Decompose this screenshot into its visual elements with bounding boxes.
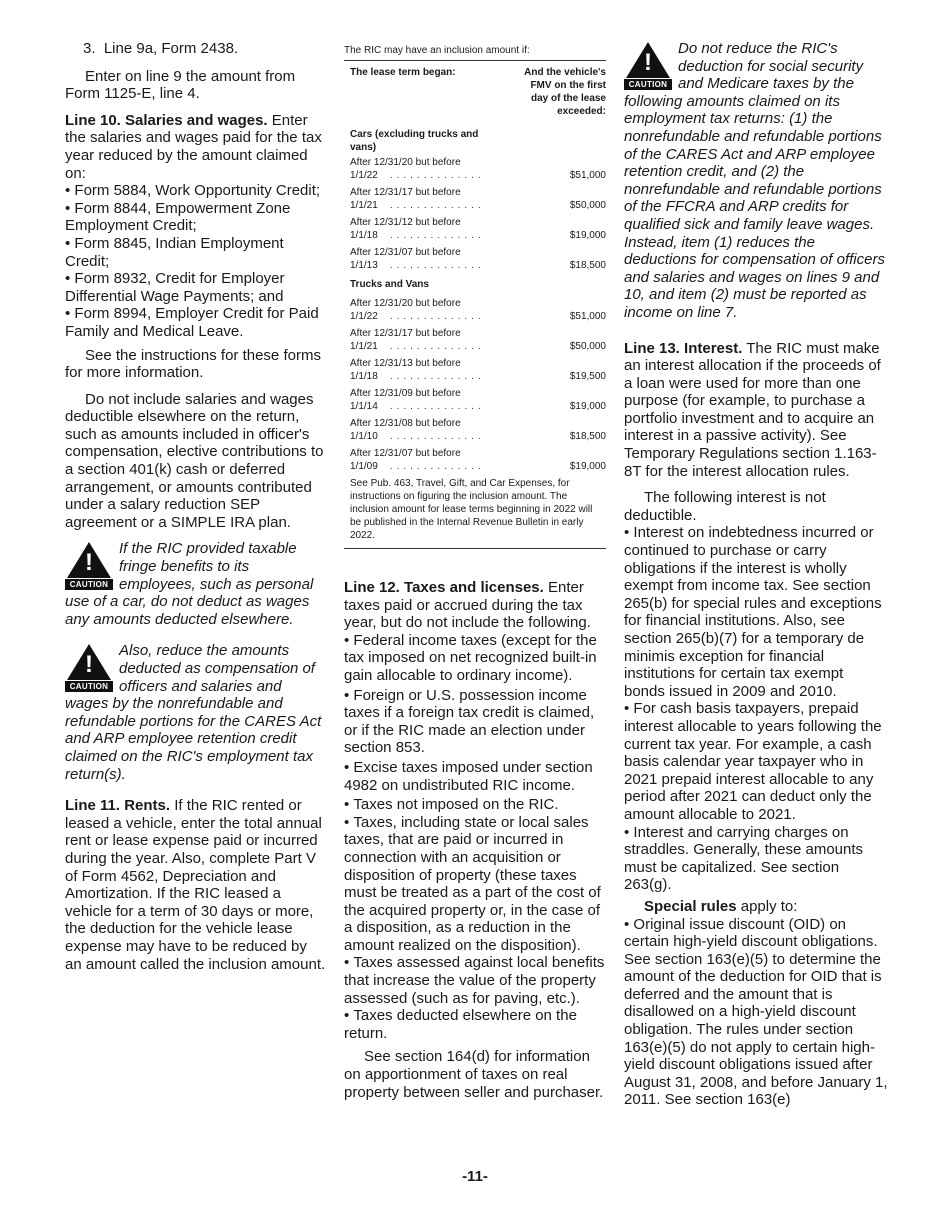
list-item: • Form 8994, Employer Credit for Paid Family and Medical Leave. [65, 305, 327, 340]
table-cell-amount: $19,500 [569, 371, 606, 382]
line13-text: The RIC must make an interest allocation if the proceeds of a loan were used for more than one purpose (for example, to purchase a portfolio investment and to acquire an interest in a passive activity). See Temporary Regulations section 1.163-8T for the interest allocation rules. [624, 339, 881, 480]
paragraph-following-interest: The following interest is not deductible. [624, 489, 826, 524]
table-cell-period-start: After 12/31/17 but before [350, 328, 461, 339]
caution-text: Also, reduce the amounts deducted as compensation of officers and salaries and wages by the nonrefundable and refundable portions for the CARES Act and ARP employee retention credit claimed on the RIC's employment tax return(s). [65, 642, 322, 783]
list-item: • Foreign or U.S. possession income taxes if a foreign tax credit is claimed, or if the RIC made an election under section 853. [344, 687, 606, 757]
paragraph-do-not-include: Do not include salaries and wages deductible elsewhere on the return, such as amounts included in officer's compensation, elective contributions to a section 401(k) cash or deferred arrangement, or amounts contributed under a salary reduction SEP agreement or a SIMPLE IRA plan. [65, 390, 324, 531]
interest-bullet-list [624, 524, 888, 893]
special-rules-heading: Special rules [644, 897, 737, 915]
table-row: After 12/31/20 but before 1/1/22 .............. $51,000 [350, 298, 606, 322]
line12-paragraph [344, 579, 606, 632]
line11-heading: Line 11. Rents. [65, 797, 171, 815]
caution-note-1 [65, 540, 327, 628]
list-item: • Form 8845, Indian Employment Credit; [65, 235, 327, 270]
table-cell-amount: $50,000 [569, 200, 606, 211]
paragraph-enter-line9: Enter on line 9 the amount from Form 1125-E, line 4. [65, 67, 296, 103]
caution-text: If the RIC provided taxable fringe benefits to its employees, such as personal use of a car, do not deduct as wages any amounts deducted elsewhere. [65, 540, 314, 628]
list-item: • Form 8932, Credit for Employer Differential Wage Payments; and [65, 270, 327, 305]
caution-text: Do not reduce the RIC's deduction for social security and Medicare taxes by the following amounts claimed on its employment tax returns: (1) the nonrefundable and refundable portions of the CARES Act and ARP employee retention credit, and (2) the nonrefundable and refundable portions of the FFCRA and ARP credits for qualified sick and family leave wages. Instead, item (1) reduces the deductions for compensation of officers and salaries and wages on lines 9 and 10, and item (2) must be reported as income on line 7. [624, 40, 885, 321]
table-header-left: The lease term began: [350, 67, 456, 78]
table-cell-period-end: 1/1/18 [350, 230, 378, 241]
special-bullet-list [624, 916, 888, 1110]
table-row: After 12/31/13 but before 1/1/18 .............. $19,500 [350, 358, 606, 382]
column-1 [65, 40, 327, 982]
table-cell-amount: $18,500 [569, 431, 606, 442]
table-cars-rows [344, 156, 606, 272]
line13-paragraph [624, 340, 888, 481]
line10-paragraph [65, 112, 327, 182]
line12-bullet-list [344, 632, 606, 1043]
table-note: See Pub. 463, Travel, Gift, and Car Expenses, for instructions on figuring the inclusion amount. The inclusion amount for lease terms beginning in 2022 will be published in the Internal Revenue Bulletin in early 2022. [344, 477, 606, 549]
caution-note-3 [624, 40, 888, 322]
table-section-cars: Cars (excluding trucks and vans) [350, 129, 479, 153]
table-cell-amount: $19,000 [569, 230, 606, 241]
list-item: • Original issue discount (OID) on certain high-yield discount obligations. See section 163(e)(5) to determine the amount of the deduction for OID that is deferred and the amount that is disallowed on a high-yield discount obligation. The rules under section 163(e)(5) do not apply to certain high-yield discount obligations issued after August 31, 2008, and before January 1, 2011. See section 163(e) [624, 916, 888, 1110]
table-row: After 12/31/12 but before 1/1/18 .............. $19,000 [350, 217, 606, 241]
table-cell-period-start: After 12/31/08 but before [350, 418, 461, 429]
line10-bullet-list [65, 182, 327, 340]
table-cell-period-end: 1/1/22 [350, 170, 378, 181]
list-item: • Form 8844, Empowerment Zone Employment Credit; [65, 200, 327, 235]
table-cell-period-start: After 12/31/20 but before [350, 298, 461, 309]
table-trucks-rows [344, 297, 606, 473]
special-rules-paragraph [624, 898, 888, 916]
line11-text: If the RIC rented or leased a vehicle, enter the total annual rent or lease expense paid or incurred during the year. Also, complete Part V of Form 4562, Depreciation and Amortization. If the RIC leased a vehicle for a term of 30 days or more, the deduction for the vehicle lease expense may have to be reduced by an amount called the inclusion amount. [65, 797, 326, 973]
table-cell-period-start: After 12/31/20 but before [350, 157, 461, 168]
caution-icon: ! CAUTION [65, 644, 113, 692]
line12-text: Enter taxes paid or accrued during the tax year, but do not include the following. [344, 579, 591, 632]
table-row: After 12/31/07 but before 1/1/09 .............. $19,000 [350, 448, 606, 472]
list-item: • Taxes not imposed on the RIC. [344, 796, 606, 814]
caution-icon: ! CAUTION [624, 42, 672, 90]
special-rules-text: apply to: [736, 897, 798, 915]
table-section-trucks: Trucks and Vans [350, 279, 429, 290]
table-cell-period-start: After 12/31/09 but before [350, 388, 461, 399]
line10-heading: Line 10. Salaries and wages. [65, 111, 268, 129]
column-3 [624, 40, 888, 1109]
table-cell-amount: $19,000 [569, 461, 606, 472]
table-cell-period-end: 1/1/13 [350, 260, 378, 271]
table-row: After 12/31/07 but before 1/1/13 .............. $18,500 [350, 247, 606, 271]
column-2 [344, 44, 606, 1110]
list-item: • Taxes, including state or local sales taxes, that are paid or incurred in connection with an acquisition or disposition of property (these taxes must be treated as a part of the cost of the acquired property or, in the case of a disposition, as a reduction in the amount realized on the disposition). [344, 814, 606, 955]
paragraph-see-164d: See section 164(d) for information on apportionment of taxes on real property between seller and purchaser. [344, 1048, 604, 1101]
table-header [344, 66, 606, 118]
list-item: • Interest and carrying charges on straddles. Generally, these amounts must be capitalized. See section 263(g). [624, 824, 888, 894]
table-row: After 12/31/17 but before 1/1/21 .............. $50,000 [350, 328, 606, 352]
inclusion-amount-table [344, 44, 606, 549]
list-item: • Form 5884, Work Opportunity Credit; [65, 182, 327, 200]
table-cell-period-end: 1/1/18 [350, 371, 378, 382]
table-cell-period-end: 1/1/21 [350, 341, 378, 352]
line11-paragraph [65, 797, 327, 973]
table-cell-amount: $19,000 [569, 401, 606, 412]
caution-note-2 [65, 642, 327, 783]
table-cell-amount: $50,000 [569, 341, 606, 352]
table-cell-period-end: 1/1/09 [350, 461, 378, 472]
line13-heading: Line 13. Interest. [624, 339, 743, 357]
list-item: • Interest on indebtedness incurred or continued to purchase or carry obligations if the interest is wholly exempt from income tax. See section 265(b) for special rules and exceptions for financial institutions. Also, see section 265(b)(7) for a temporary de minimis exception for financial institutions for certain tax exempt bonds issued in 2009 and 2010. [624, 524, 888, 700]
table-cell-period-start: After 12/31/17 but before [350, 187, 461, 198]
list-item: • Taxes deducted elsewhere on the return. [344, 1007, 606, 1042]
table-cell-amount: $18,500 [569, 260, 606, 271]
line10-text: Enter the salaries and wages paid for the tax year reduced by the amount claimed on: [65, 111, 322, 182]
table-cell-period-end: 1/1/21 [350, 200, 378, 211]
table-cell-period-start: After 12/31/07 but before [350, 247, 461, 258]
table-cell-period-start: After 12/31/13 but before [350, 358, 461, 369]
page-number: -11- [462, 1168, 488, 1185]
table-header-right: And the vehicle's FMV on the first day of the lease exceeded: [524, 67, 606, 117]
table-cell-amount: $51,000 [569, 311, 606, 322]
table-cell-period-start: After 12/31/12 but before [350, 217, 461, 228]
table-row: After 12/31/08 but before 1/1/10 .............. $18,500 [350, 418, 606, 442]
table-cell-period-end: 1/1/10 [350, 431, 378, 442]
table-row: After 12/31/09 but before 1/1/14 .............. $19,000 [350, 388, 606, 412]
list-item-3: 3. Line 9a, Form 2438. [83, 40, 239, 57]
table-cell-period-end: 1/1/14 [350, 401, 378, 412]
table-cell-amount: $51,000 [569, 170, 606, 181]
table-row: After 12/31/17 but before 1/1/21 .............. $50,000 [350, 187, 606, 211]
paragraph-see-instructions: See the instructions for these forms for more information. [65, 346, 321, 382]
caution-icon: ! CAUTION [65, 542, 113, 590]
list-item: • For cash basis taxpayers, prepaid interest allocable to years following the current tax year. For example, a cash basis calendar year taxpayer who in 2021 prepaid interest allocable to any period after 2021 can deduct only the amount allocable to 2021. [624, 700, 888, 823]
table-caption: The RIC may have an inclusion amount if: [344, 44, 606, 61]
table-cell-period-start: After 12/31/07 but before [350, 448, 461, 459]
line12-heading: Line 12. Taxes and licenses. [344, 579, 544, 596]
list-item: • Excise taxes imposed under section 4982 on undistributed RIC income. [344, 759, 606, 794]
list-item: • Federal income taxes (except for the tax imposed on net recognized built-in gain allocable to ordinary income). [344, 632, 606, 685]
list-item: • Taxes assessed against local benefits that increase the value of the property assessed (such as for paving, etc.). [344, 954, 606, 1007]
table-row: After 12/31/20 but before 1/1/22 .............. $51,000 [350, 157, 606, 181]
table-cell-period-end: 1/1/22 [350, 311, 378, 322]
